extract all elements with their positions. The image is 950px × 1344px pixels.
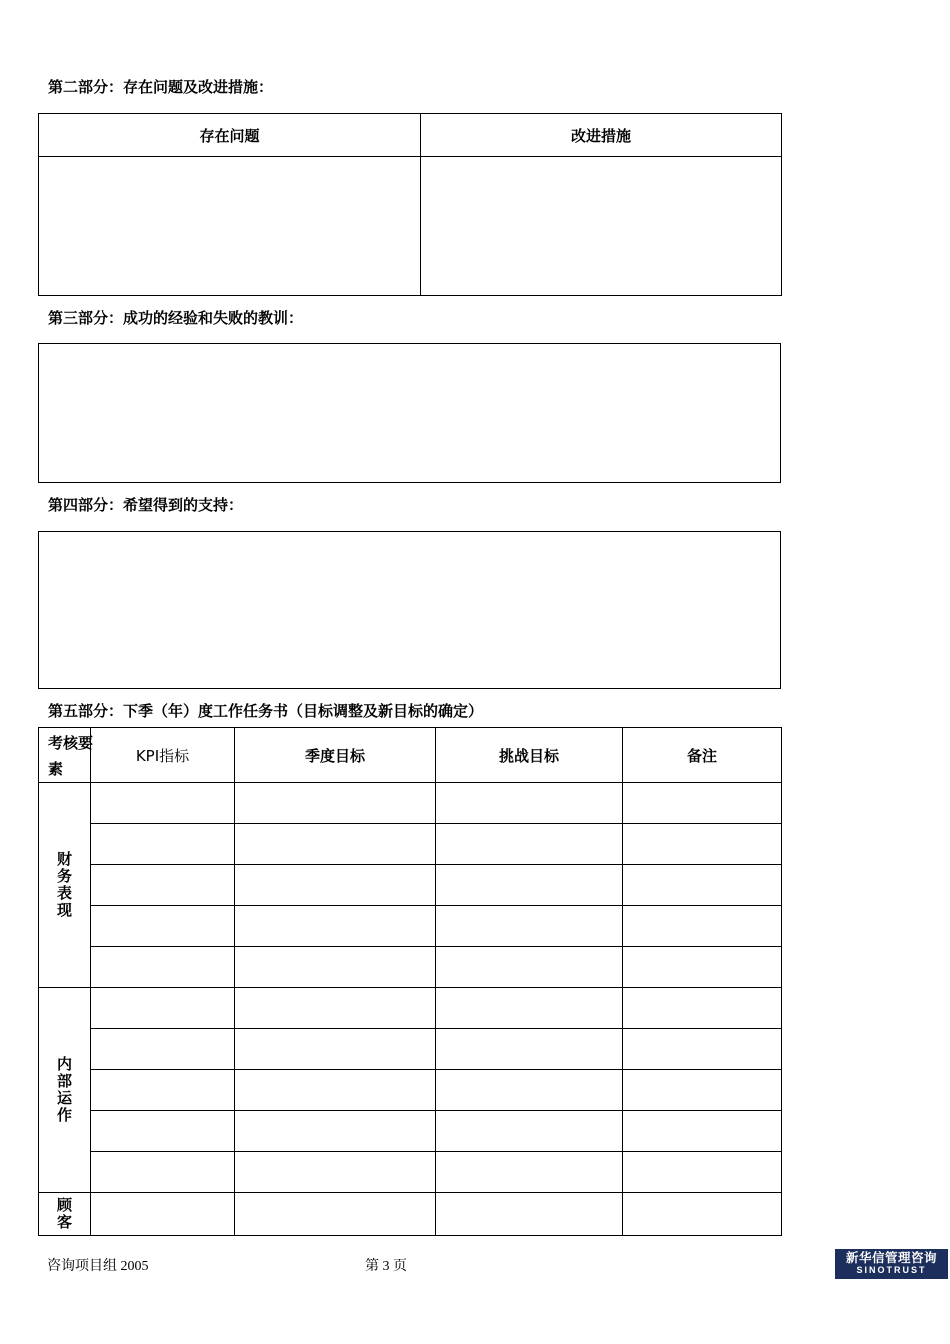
measure-input-cell[interactable] bbox=[421, 157, 782, 296]
internal-group-label: 内部运作 bbox=[39, 988, 91, 1193]
task-table bbox=[38, 727, 782, 1236]
remark-cell[interactable] bbox=[623, 1193, 782, 1236]
remark-cell[interactable] bbox=[623, 824, 782, 865]
challenge-target-cell[interactable] bbox=[436, 947, 623, 988]
kpi-cell[interactable] bbox=[91, 865, 235, 906]
footer-page-number: 第 3 页 bbox=[365, 1259, 407, 1274]
measure-column-header: 改进措施 bbox=[421, 114, 782, 157]
quarter-target-cell[interactable] bbox=[235, 1111, 436, 1152]
challenge-target-cell[interactable] bbox=[436, 1029, 623, 1070]
quarter-target-cell[interactable] bbox=[235, 947, 436, 988]
remark-cell[interactable] bbox=[623, 1152, 782, 1193]
kpi-cell[interactable] bbox=[91, 1111, 235, 1152]
problem-input-cell[interactable] bbox=[39, 157, 421, 296]
quarter-target-column-header: 季度目标 bbox=[235, 728, 436, 783]
support-input-box[interactable] bbox=[38, 531, 781, 689]
kpi-cell[interactable] bbox=[91, 1152, 235, 1193]
experience-input-box[interactable] bbox=[38, 343, 781, 483]
quarter-target-cell[interactable] bbox=[235, 783, 436, 824]
quarter-target-cell[interactable] bbox=[235, 865, 436, 906]
part3-heading: 第三部分：成功的经验和失败的教训： bbox=[48, 309, 304, 327]
remark-cell[interactable] bbox=[623, 988, 782, 1029]
quarter-target-cell[interactable] bbox=[235, 906, 436, 947]
customer-group-label: 顾客 bbox=[39, 1193, 91, 1236]
challenge-target-cell[interactable] bbox=[436, 906, 623, 947]
remark-cell[interactable] bbox=[623, 906, 782, 947]
quarter-target-cell[interactable] bbox=[235, 824, 436, 865]
remark-cell[interactable] bbox=[623, 783, 782, 824]
quarter-target-cell[interactable] bbox=[235, 1029, 436, 1070]
quarter-target-cell[interactable] bbox=[235, 1152, 436, 1193]
remark-cell[interactable] bbox=[623, 865, 782, 906]
kpi-cell[interactable] bbox=[91, 1193, 235, 1236]
kpi-cell[interactable] bbox=[91, 947, 235, 988]
challenge-target-cell[interactable] bbox=[436, 865, 623, 906]
kpi-cell[interactable] bbox=[91, 906, 235, 947]
quarter-target-cell[interactable] bbox=[235, 1070, 436, 1111]
challenge-target-cell[interactable] bbox=[436, 1152, 623, 1193]
part2-heading: 第二部分：存在问题及改进措施： bbox=[48, 78, 274, 96]
sinotrust-logo bbox=[835, 1249, 948, 1279]
challenge-target-cell[interactable] bbox=[436, 1193, 623, 1236]
quarter-target-cell[interactable] bbox=[235, 988, 436, 1029]
part5-heading: 第五部分：下季（年）度工作任务书（目标调整及新目标的确定） bbox=[48, 702, 484, 720]
challenge-target-cell[interactable] bbox=[436, 824, 623, 865]
part4-heading: 第四部分：希望得到的支持： bbox=[48, 496, 244, 514]
remark-cell[interactable] bbox=[623, 1111, 782, 1152]
problems-table bbox=[38, 113, 782, 296]
challenge-target-cell[interactable] bbox=[436, 783, 623, 824]
challenge-target-column-header: 挑战目标 bbox=[436, 728, 623, 783]
remark-cell[interactable] bbox=[623, 1070, 782, 1111]
remark-column-header: 备注 bbox=[623, 728, 782, 783]
quarter-target-cell[interactable] bbox=[235, 1193, 436, 1236]
challenge-target-cell[interactable] bbox=[436, 1111, 623, 1152]
logo-chinese-text: 新华信管理咨询 bbox=[845, 1250, 937, 1265]
remark-cell[interactable] bbox=[623, 1029, 782, 1070]
kpi-cell[interactable] bbox=[91, 988, 235, 1029]
challenge-target-cell[interactable] bbox=[436, 1070, 623, 1111]
kpi-cell[interactable] bbox=[91, 1029, 235, 1070]
finance-group-label: 财务表现 bbox=[39, 783, 91, 988]
kpi-cell[interactable] bbox=[91, 1070, 235, 1111]
remark-cell[interactable] bbox=[623, 947, 782, 988]
footer-project-group: 咨询项目组 2005 bbox=[47, 1259, 149, 1274]
challenge-target-cell[interactable] bbox=[436, 988, 623, 1029]
element-column-header: 考核要素 bbox=[39, 728, 91, 783]
kpi-cell[interactable] bbox=[91, 824, 235, 865]
logo-english-text: SINOTRUST bbox=[856, 1265, 927, 1275]
problem-column-header: 存在问题 bbox=[39, 114, 421, 157]
kpi-cell[interactable] bbox=[91, 783, 235, 824]
kpi-column-header: KPI指标 bbox=[91, 728, 235, 783]
